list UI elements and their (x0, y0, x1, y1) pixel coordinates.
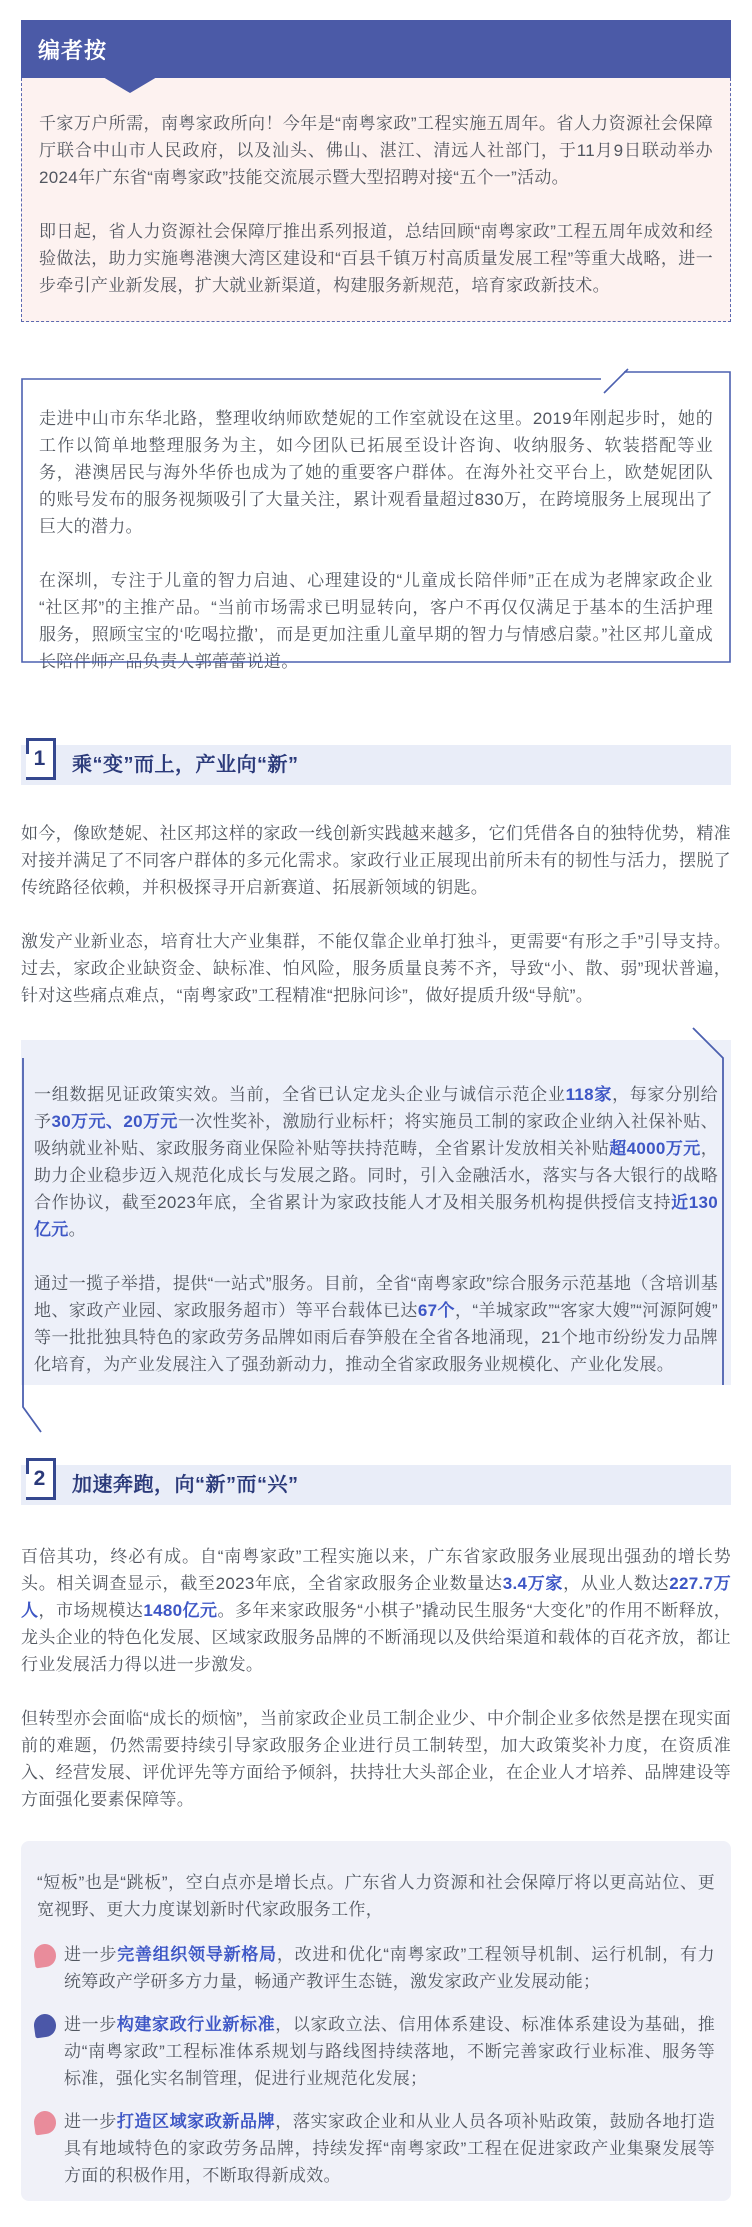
editor-note-paragraph: 千家万户所需，南粤家政所向！今年是“南粤家政”工程实施五周年。省人力资源社会保障厅联合中山市人民政府，以及汕头、佛山、湛江、清远人社部门，于11月9日联动举办2024年广东省“南粤家政”技能交流展示暨大型招聘对接“五个一”活动。 (39, 114, 713, 187)
body-paragraph: 激发产业新业态，培育壮大产业集群，不能仅靠企业单打独斗，更需要“有形之手”引导支持。过去，家政企业缺资金、缺标准、怕风险，服务质量良莠不齐，导致“小、散、弱”现状普遍，针对这些痛点难点，“南粤家政”工程精准“把脉问诊”，做好提质升级“导航”。 (21, 932, 731, 1005)
data-paragraph: 一组数据见证政策实效。当前，全省已认定龙头企业与诚信示范企业118家，每家分别给予30万元、20万元一次性奖补，激励行业标杆；将实施员工制的家政企业纳入社保补贴、吸纳就业补贴、家政服务商业保险补贴等扶持范畴，全省累计发放相关补贴超4000万元，助力企业稳步迈入规范化成长与发展之路。同时，引入金融活水，落实与各大银行的战略合作协议，截至2023年底，全省累计为家政技能人才及相关服务机构提供授信支持近130亿元。 (34, 1085, 718, 1239)
story-paragraph: 走进中山市东华北路，整理收纳师欧楚妮的工作室就设在这里。2019年刚起步时，她的工作以简单地整理服务为主，如今团队已拓展至设计咨询、收纳服务、软装搭配等业务，港澳居民与海外华侨也成为了她的重要客户群体。在海外社交平台上，欧楚妮团队的账号发布的服务视频吸引了大量关注，累计观看量超过830万，在跨境服务上展现出了巨大的潜力。 (39, 409, 713, 536)
list-item (37, 2011, 715, 2092)
bullet-text: 进一步完善组织领导新格局，改进和优化“南粤家政”工程领导机制、运行机制，有力统筹政产学研多方力量，畅通产教评生态链，激发家政产业发展动能； (64, 1945, 715, 1991)
bullet-marker-icon (33, 1943, 58, 1969)
data-paragraph: 通过一揽子举措，提供“一站式”服务。目前，全省“南粤家政”综合服务示范基地（含培训基地、家政产业园、家政服务超市）等平台载体已达67个，“羊城家政”“客家大嫂”“河源阿嫂”等一批批独具特色的家政劳务品牌如雨后春笋般在全省各地涌现，21个地市纷纷发力品牌化培育，为产业发展注入了强劲新动力，推动全省家政服务业规模化、产业化发展。 (34, 1274, 718, 1374)
editor-note-title: 编者按 (38, 37, 108, 63)
pointer-down-triangle-icon (103, 77, 157, 93)
bullet-text: 进一步构建家政行业新标准，以家政立法、信用体系建设、标准体系建设为基础，推动“南粤家政”工程标准体系规划与路线图持续落地，不断完善家政行业标准、服务等标准，强化实名制管理，促进行业规范化发展； (64, 2015, 716, 2088)
bullet-text: 进一步打造区域家政新品牌，落实家政企业和从业人员各项补贴政策，鼓励各地打造具有地域特色的家政劳务品牌，持续发挥“南粤家政”工程在促进家政产业集聚发展等方面的积极作用，不断取得新成效。 (64, 2112, 716, 2185)
section-1-bar (21, 745, 731, 785)
section-number-badge: 1 (26, 738, 56, 780)
section-2-body (21, 1543, 731, 1813)
story-quote-box (21, 372, 731, 697)
body-paragraph: 但转型亦会面临“成长的烦恼”，当前家政企业员工制企业少、中介制企业多依然是摆在现实面前的难题，仍然需要持续引导家政服务企业进行员工制转型，加大政策奖补力度，在资质准入、经营发展、评优评先等方面给予倾斜，扶持壮大头部企业，在企业人才培养、品牌建设等方面强化要素保障等。 (21, 1709, 731, 1809)
section-2-bar (21, 1465, 731, 1505)
outlook-panel (21, 1841, 731, 2201)
bullet-marker-icon (33, 2110, 58, 2136)
editor-note-header (21, 20, 731, 78)
list-item (37, 1941, 715, 1995)
data-highlight-panel (21, 1040, 731, 1385)
section-number-badge: 2 (26, 1458, 56, 1500)
bullet-marker-icon (33, 2013, 58, 2039)
editor-note-box (21, 78, 731, 322)
content-column (21, 20, 731, 2201)
body-paragraph: 百倍其功，终必有成。自“南粤家政”工程实施以来，广东省家政服务业展现出强劲的增长势头。相关调查显示，截至2023年底，全省家政服务企业数量达3.4万家，从业人数达227.7万人，市场规模达1480亿元。多年来家政服务“小棋子”撬动民生服务“大变化”的作用不断释放，龙头企业的特色化发展、区域家政服务品牌的不断涌现以及供给渠道和载体的百花齐放，都让行业发展活力得以进一步激发。 (21, 1547, 732, 1674)
list-item (37, 2108, 715, 2189)
body-paragraph: 如今，像欧楚妮、社区邦这样的家政一线创新实践越来越多，它们凭借各自的独特优势，精准对接并满足了不同客户群体的多元化需求。家政行业正展现出前所未有的韧性与活力，摆脱了传统路径依赖，并积极探寻开启新赛道、拓展新领域的钥匙。 (21, 824, 731, 897)
outlook-intro-paragraph: “短板”也是“跳板”，空白点亦是增长点。广东省人力资源和社会保障厅将以更高站位、更宽视野、更大力度谋划新时代家政服务工作， (37, 1873, 715, 1919)
editor-note-paragraph: 即日起，省人力资源社会保障厅推出系列报道，总结回顾“南粤家政”工程五周年成效和经验做法，助力实施粤港澳大湾区建设和“百县千镇万村高质量发展工程”等重大战略，进一步牵引产业新发展，扩大就业新渠道，构建服务新规范，培育家政新技术。 (39, 222, 713, 295)
story-paragraph: 在深圳，专注于儿童的智力启迪、心理建设的“儿童成长陪伴师”正在成为老牌家政企业“社区邦”的主推产品。“当前市场需求已明显转向，客户不再仅仅满足于基本的生活护理服务，照顾宝宝的‘吃喝拉撒’，而是更加注重儿童早期的智力与情感启蒙。”社区邦儿童成长陪伴师产品负责人郭蕾蕾说道。 (39, 571, 713, 671)
section-1-title: 乘“变”而上，产业向“新” (72, 754, 299, 776)
section-1-body (21, 820, 731, 1009)
section-2-title: 加速奔跑，向“新”而“兴” (72, 1474, 299, 1496)
